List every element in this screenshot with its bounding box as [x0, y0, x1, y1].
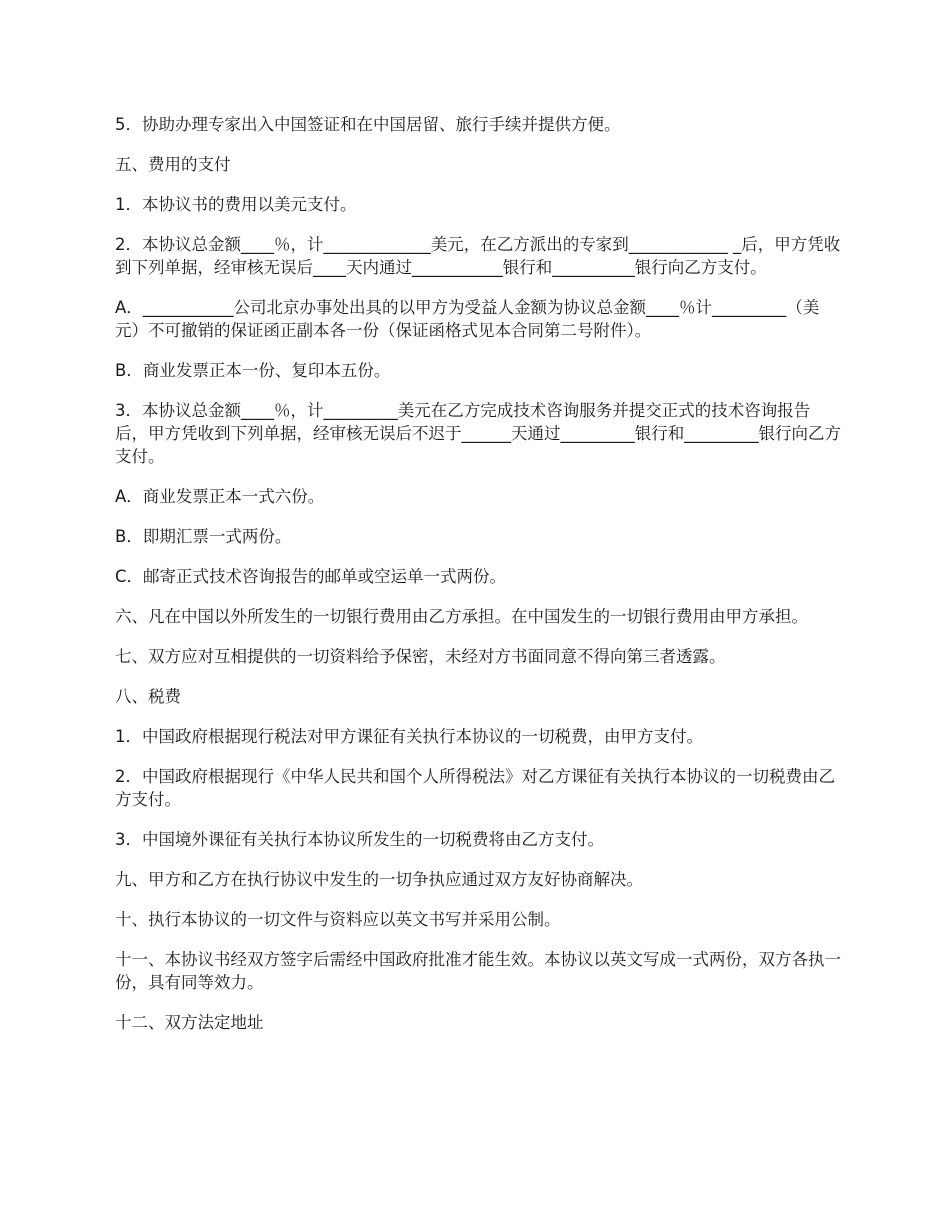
clause-5-2-b-invoice: B．商业发票正本一份、复印本五份。	[115, 361, 391, 380]
section-8-heading: 八、税费	[115, 687, 181, 706]
clause-5-1-currency: 1．本协议书的费用以美元支付。	[115, 195, 357, 214]
clause-8-3-foreign-tax: 3．中国境外课征有关执行本协议所发生的一切税费将由乙方支付。	[115, 830, 604, 849]
section-6-bank-charges: 六、凡在中国以外所发生的一切银行费用由乙方承担。在中国发生的一切银行费用由甲方承担。	[115, 607, 808, 626]
clause-4-5-visa-assistance: 5．协助办理专家出入中国签证和在中国居留、旅行手续并提供方便。	[115, 115, 621, 134]
section-10-language: 十、执行本协议的一切文件与资料应以英文书写并采用公制。	[115, 910, 561, 929]
clause-5-3-second-payment: 3．本协议总金额____％，计_________美元在乙方完成技术咨询服务并提交正式的技术咨询报告后，甲方凭收到下列单据，经审核无误后不迟于______天通过_________银行和_________银行向乙方支付。	[115, 401, 841, 466]
section-12-legal-address: 十二、双方法定地址	[115, 1013, 264, 1032]
section-9-disputes: 九、甲方和乙方在执行协议中发生的一切争执应通过双方友好协商解决。	[115, 870, 643, 889]
section-11-effectiveness: 十一、本协议书经双方签字后需经中国政府批准才能生效。本协议以英文写成一式两份，双方各执一份，具有同等效力。	[115, 950, 841, 992]
clause-5-3-c-airway-bill: C．邮寄正式技术咨询报告的邮单或空运单一式两份。	[115, 567, 507, 586]
document-body	[115, 113, 843, 1051]
clause-8-2-income-tax: 2．中国政府根据现行《中华人民共和国个人所得税法》对乙方课征有关执行本协议的一切税费由乙方支付。	[115, 767, 835, 809]
section-7-confidentiality: 七、双方应对互相提供的一切资料给予保密，未经对方书面同意不得向第三者透露。	[115, 647, 726, 666]
clause-8-1-domestic-tax: 1．中国政府根据现行税法对甲方课征有关执行本协议的一切税费，由甲方支付。	[115, 727, 703, 746]
clause-5-2-first-payment: 2．本协议总金额____％，计_____________美元，在乙方派出的专家到____________ _后，甲方凭收到下列单据，经审核无误后____天内通过___________银行和__________银行向乙方支付。	[115, 235, 841, 277]
section-5-heading: 五、费用的支付	[115, 155, 231, 174]
clause-5-2-a-guarantee: A．___________公司北京办事处出具的以甲方为受益人金额为协议总金额____％计_________（美元）不可撤销的保证函正副本各一份（保证函格式见本合同第二号附件）。	[115, 298, 820, 340]
clause-5-3-a-invoice: A．商业发票正本一式六份。	[115, 487, 325, 506]
clause-5-3-b-draft: B．即期汇票一式两份。	[115, 527, 292, 546]
